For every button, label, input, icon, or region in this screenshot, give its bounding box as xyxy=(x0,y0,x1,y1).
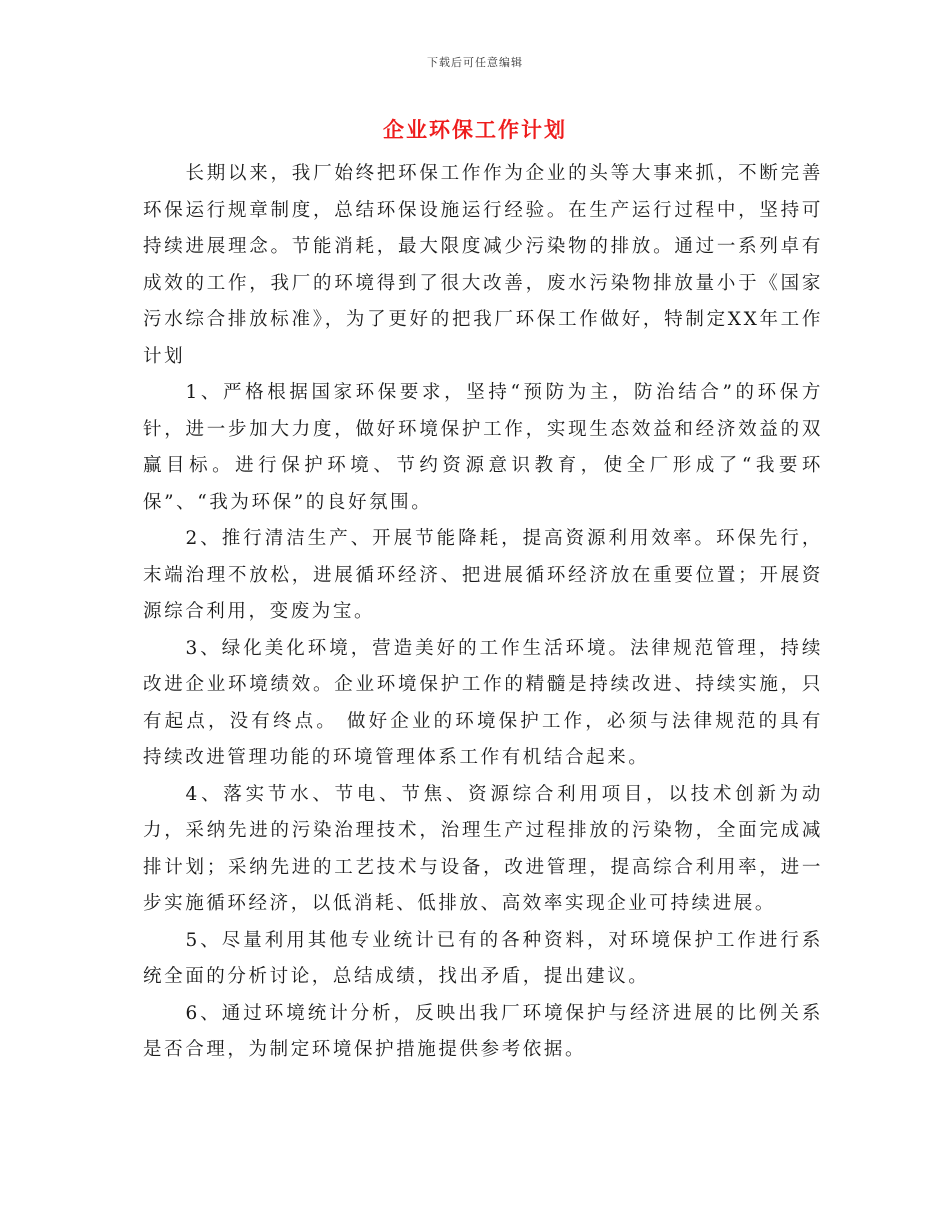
plan-item-3: 3、绿化美化环境，营造美好的工作生活环境。法律规范管理，持续改进企业环境绩效。企业环境保护工作的精髓是持续改进、持续实施，只有起点，没有终点。 做好企业的环境保护工作，必须与法律规范的具有持续改进管理功能的环境管理体系工作有机结合起来。 xyxy=(143,637,823,768)
page-header-note: 下载后可任意编辑 xyxy=(427,56,523,69)
document-body xyxy=(143,156,823,1069)
plan-item-4: 4、落实节水、节电、节焦、资源综合利用项目，以技术创新为动力，采纳先进的污染治理技术，治理生产过程排放的污染物，全面完成减排计划；采纳先进的工艺技术与设备，改进管理，提高综合利用率，进一步实施循环经济，以低消耗、低排放、高效率实现企业可持续进展。 xyxy=(143,783,823,914)
plan-item-2: 2、推行清洁生产、开展节能降耗，提高资源利用效率。环保先行，末端治理不放松，进展循环经济、把进展循环经济放在重要位置；开展资源综合利用，变废为宝。 xyxy=(143,528,823,622)
document-title: 企业环保工作计划 xyxy=(383,117,567,142)
intro-paragraph: 长期以来，我厂始终把环保工作作为企业的头等大事来抓，不断完善环保运行规章制度，总结环保设施运行经验。在生产运行过程中，坚持可持续进展理念。节能消耗，最大限度减少污染物的排放。通过一系列卓有成效的工作，我厂的环境得到了很大改善，废水污染物排放量小于《国家污水综合排放标准》，为了更好的把我厂环保工作做好，特制定XX年工作计划 xyxy=(143,163,823,367)
plan-item-6: 6、通过环境统计分析，反映出我厂环境保护与经济进展的比例关系是否合理，为制定环境保护措施提供参考依据。 xyxy=(143,1002,823,1060)
plan-item-5: 5、尽量利用其他专业统计已有的各种资料，对环境保护工作进行系统全面的分析讨论，总结成绩，找出矛盾，提出建议。 xyxy=(143,929,823,987)
plan-item-1: 1、严格根据国家环保要求，坚持“预防为主，防治结合”的环保方针，进一步加大力度，做好环境保护工作，实现生态效益和经济效益的双赢目标。进行保护环境、节约资源意识教育，使全厂形成了“我要环保”、“我为环保”的良好氛围。 xyxy=(143,382,823,513)
